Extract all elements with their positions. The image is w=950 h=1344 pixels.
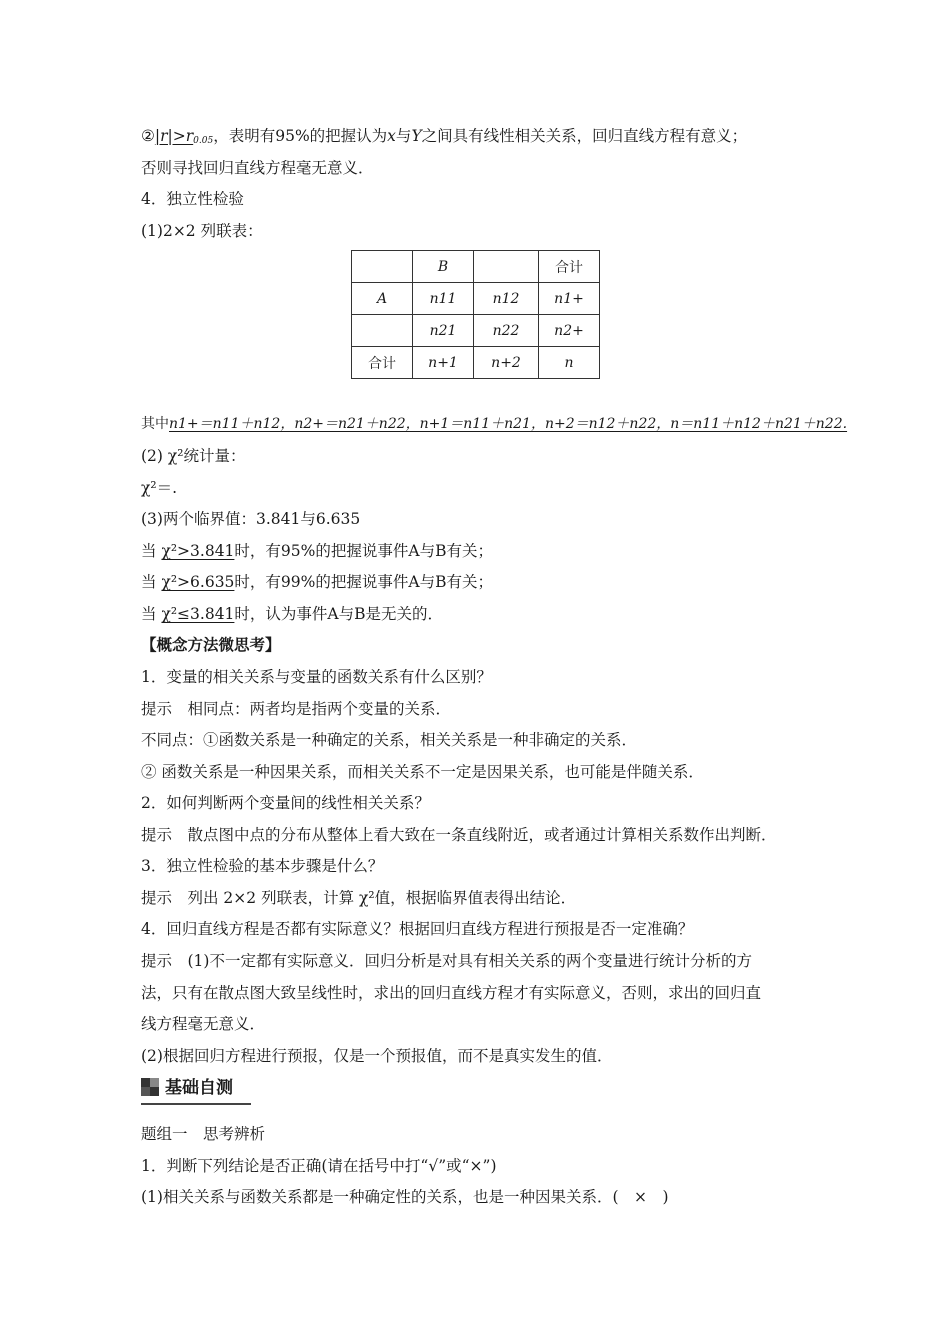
- var-Y: Y: [411, 127, 422, 145]
- table-cell: 合计: [352, 347, 413, 379]
- question-2: 2．如何判断两个变量间的线性相关关系？: [141, 794, 430, 812]
- line-margin-formula: [141, 413, 847, 435]
- line-text: ，表明有95%的把握认为: [213, 127, 388, 145]
- contingency-table: [351, 250, 600, 379]
- line-text: 之间具有线性相关关系，回归直线方程有意义；: [421, 127, 748, 145]
- question-group-title: 题组一 思考辨析: [141, 1125, 266, 1143]
- answer-4-line2: 法，只有在散点图大致呈线性时，求出的回归直线方程才有实际意义，否则，求出的回归直: [141, 984, 762, 1002]
- line-critical-99: [141, 571, 493, 593]
- answer-4-line3: 线方程毫无意义．: [141, 1015, 266, 1033]
- answer-1-line1: 提示 相同点：两者均是指两个变量的关系．: [141, 700, 452, 718]
- section-marker-icon: [141, 1078, 159, 1096]
- question-4: 4．回归直线方程是否都有实际意义？根据回归直线方程进行预报是否一定准确？: [141, 920, 694, 938]
- formula-prefix: 其中: [141, 416, 169, 432]
- table-cell: n21: [413, 315, 474, 347]
- condition-underlined: χ²>6.635: [161, 573, 235, 591]
- line-chi-statistic: (2) χ²统计量：: [141, 447, 246, 465]
- answer-4-line1: 提示 (1)不一定都有实际意义．回归分析是对具有相关关系的两个变量进行统计分析的方: [141, 952, 752, 970]
- line-text: 与: [395, 127, 412, 145]
- section-title: 基础自测: [165, 1078, 233, 1098]
- table-row: [352, 283, 600, 315]
- problem-1: 1．判断下列结论是否正确(请在括号中打“√”或“×”): [141, 1157, 497, 1175]
- question-1: 1．变量的相关关系与变量的函数关系有什么区别？: [141, 668, 492, 686]
- line-critical-values: (3)两个临界值：3.841与6.635: [141, 510, 361, 528]
- answer-1-line2: 不同点：①函数关系是一种确定的关系，相关关系是一种非确定的关系．: [141, 731, 638, 749]
- line-text: 当: [141, 542, 157, 560]
- table-row: [352, 251, 600, 283]
- answer-1-line3: ② 函数关系是一种因果关系，而相关关系不一定是因果关系，也可能是伴随关系．: [141, 763, 704, 781]
- line-text: 时，认为事件A与B是无关的．: [234, 605, 444, 623]
- answer-4-line4: (2)根据回归方程进行预报，仅是一个预报值，而不是真实发生的值．: [141, 1047, 613, 1065]
- problem-1-item-1: (1)相关关系与函数关系都是一种确定性的关系，也是一种因果关系．( × ): [141, 1188, 669, 1206]
- line-text: 时，有99%的把握说事件A与B有关；: [234, 573, 493, 591]
- table-cell: [352, 315, 413, 347]
- formula-text: n1+＝n11＋n12，n2+＝n21＋n22，n+1＝n11＋n21，n+2＝n12＋n22，n＝n11＋n12＋n21＋n22.: [169, 416, 848, 432]
- table-cell: n2+: [539, 315, 600, 347]
- line-contingency-intro: (1)2×2 列联表：: [141, 222, 263, 240]
- line-text: 当: [141, 605, 157, 623]
- table-row: [352, 315, 600, 347]
- table-cell: [474, 251, 539, 283]
- table-row: [352, 347, 600, 379]
- condition-underlined: χ²>3.841: [161, 542, 235, 560]
- question-3: 3．独立性检验的基本步骤是什么？: [141, 857, 384, 875]
- table-cell: n+2: [474, 347, 539, 379]
- circled-2: ②: [141, 127, 155, 145]
- condition-underlined: χ²≤3.841: [161, 605, 235, 623]
- line-text: 时，有95%的把握说事件A与B有关；: [234, 542, 493, 560]
- table-cell: n+1: [413, 347, 474, 379]
- table-cell: n11: [413, 283, 474, 315]
- heading-concept-think: 【概念方法微思考】: [141, 635, 281, 654]
- section-underline: [141, 1103, 251, 1105]
- answer-2: 提示 散点图中点的分布从整体上看大致在一条直线附近，或者通过计算相关系数作出判断．: [141, 826, 777, 844]
- condition-subscript: 0.05: [193, 136, 214, 146]
- section-header: [141, 1075, 251, 1101]
- table-cell: n: [539, 347, 600, 379]
- table-cell: 合计: [539, 251, 600, 283]
- answer-3: 提示 列出 2×2 列联表，计算 χ²值，根据临界值表得出结论．: [141, 889, 577, 907]
- line-critical-none: [141, 603, 443, 625]
- condition-underlined: |r|>r: [154, 127, 194, 145]
- line-chi-formula: χ²＝.: [141, 479, 178, 497]
- table-cell: n12: [474, 283, 539, 315]
- line-correlation-significance: [141, 125, 747, 152]
- table-cell: A: [352, 283, 413, 315]
- var-x: x: [387, 127, 396, 145]
- line-text: 当: [141, 573, 157, 591]
- table-cell: [352, 251, 413, 283]
- line-critical-95: [141, 540, 493, 562]
- line-otherwise: 否则寻找回归直线方程毫无意义．: [141, 159, 374, 177]
- heading-independence-test: 4．独立性检验: [141, 190, 244, 208]
- table-cell: n22: [474, 315, 539, 347]
- table-cell: B: [413, 251, 474, 283]
- table-cell: n1+: [539, 283, 600, 315]
